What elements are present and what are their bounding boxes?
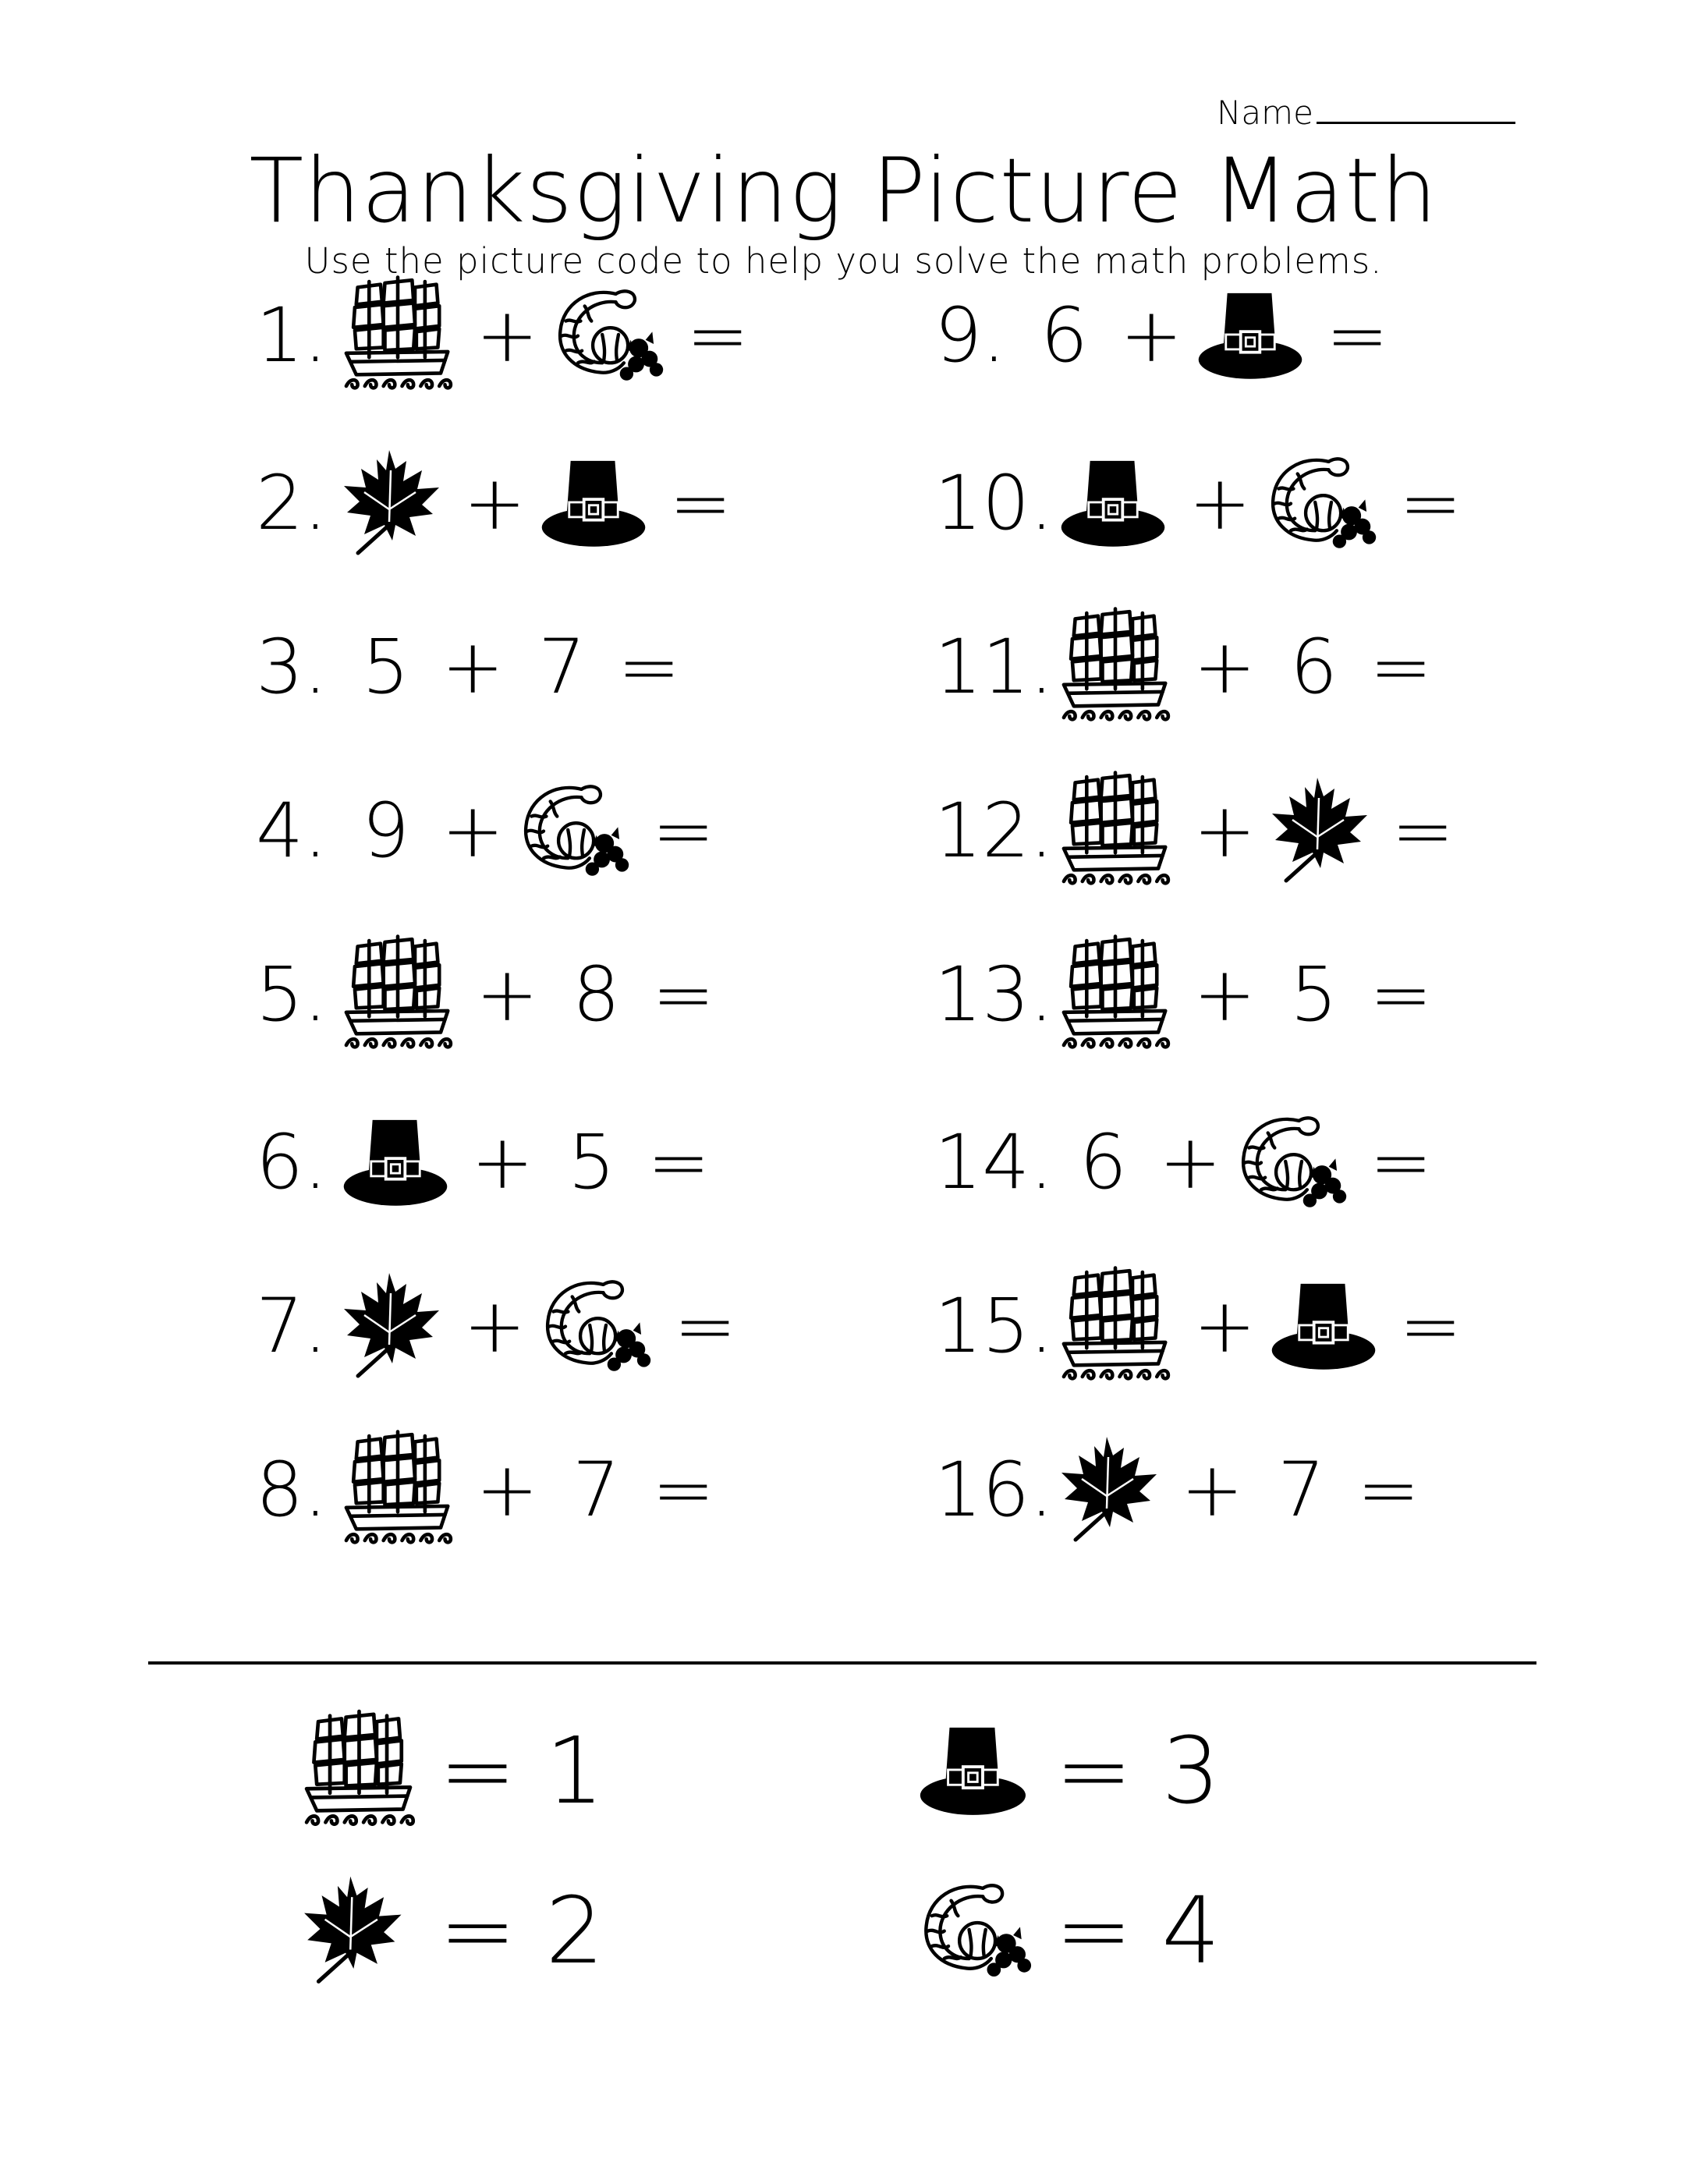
plus-sign: + [476, 951, 539, 1038]
key-value: = 3 [1055, 1717, 1221, 1824]
problem-row [256, 589, 786, 745]
equals-sign: = [1357, 1446, 1420, 1533]
mayflower-ship-icon [1058, 932, 1173, 1057]
problem-row [934, 916, 1465, 1072]
mayflower-ship-icon [1058, 604, 1173, 729]
plus-sign: + [1193, 787, 1256, 874]
key-entry [916, 1852, 1322, 2008]
problem-number: 11. [934, 623, 1054, 711]
problem-number: 7. [256, 1282, 328, 1370]
plus-sign: + [476, 292, 539, 379]
problem-number: 16. [934, 1446, 1054, 1533]
maple-leaf-icon [300, 1874, 406, 1988]
maple-leaf-icon [1268, 775, 1371, 887]
plus-sign: + [1181, 1446, 1244, 1533]
problem-row [934, 753, 1465, 909]
plus-sign: + [1120, 292, 1183, 379]
name-blank-line[interactable] [1317, 92, 1515, 124]
problem-row [934, 425, 1465, 581]
plus-sign: + [463, 459, 526, 547]
plus-sign: + [471, 1119, 534, 1206]
plus-sign: + [441, 623, 505, 711]
problem-number: 9. [934, 292, 1006, 379]
right-operand: 5 [1290, 951, 1338, 1038]
problem-number: 8. [256, 1446, 328, 1533]
equals-sign: = [1326, 292, 1389, 379]
cornucopia-icon [551, 283, 666, 388]
problem-row [934, 1084, 1465, 1240]
right-operand: 8 [572, 951, 621, 1038]
mayflower-ship-icon [1058, 768, 1173, 893]
problem-row [256, 1084, 786, 1240]
divider-line [148, 1661, 1536, 1665]
cornucopia-icon [516, 778, 632, 883]
left-operand: 9 [362, 787, 410, 874]
maple-leaf-icon [340, 447, 443, 559]
plus-sign: + [1193, 951, 1256, 1038]
plus-sign: + [1159, 1119, 1222, 1206]
key-entry [916, 1693, 1322, 1849]
equals-sign: = [1370, 951, 1433, 1038]
problem-row [256, 753, 786, 909]
problem-number: 4. [256, 787, 328, 874]
problem-number: 6. [256, 1119, 328, 1206]
page-title: Thanksgiving Picture Math [249, 139, 1438, 243]
problem-number: 1. [256, 292, 328, 379]
equals-sign: = [652, 1446, 715, 1533]
plus-sign: + [1193, 1282, 1256, 1370]
right-operand: 7 [1278, 1446, 1326, 1533]
equals-sign: = [1391, 787, 1455, 874]
key-value: = 2 [439, 1877, 604, 1984]
problem-row [934, 257, 1465, 413]
problem-row [256, 1248, 786, 1404]
problem-number: 3. [256, 623, 328, 711]
problem-row [256, 257, 786, 413]
cornucopia-icon [538, 1274, 654, 1378]
equals-sign: = [686, 292, 750, 379]
problem-row [934, 1248, 1465, 1404]
right-operand: 7 [572, 1446, 621, 1533]
left-operand: 6 [1079, 1119, 1128, 1206]
pilgrim-hat-icon [538, 453, 649, 553]
pilgrim-hat-icon [916, 1720, 1030, 1821]
problem-row [934, 1412, 1465, 1568]
instructions: Use the picture code to help you solve the math problems. [304, 240, 1383, 282]
pilgrim-hat-icon [1058, 453, 1168, 553]
plus-sign: + [441, 787, 505, 874]
plus-sign: + [463, 1282, 526, 1370]
mayflower-ship-icon [340, 273, 455, 398]
equals-sign: = [1370, 623, 1433, 711]
equals-sign: = [647, 1119, 711, 1206]
right-operand: 6 [1290, 623, 1338, 711]
problem-number: 14. [934, 1119, 1054, 1206]
problem-number: 5. [256, 951, 328, 1038]
pilgrim-hat-icon [340, 1112, 451, 1212]
left-operand: 5 [362, 623, 410, 711]
mayflower-ship-icon [340, 932, 455, 1057]
equals-sign: = [652, 787, 715, 874]
right-operand: 5 [568, 1119, 616, 1206]
problem-row [256, 916, 786, 1072]
equals-sign: = [669, 459, 732, 547]
mayflower-ship-icon [340, 1427, 455, 1552]
problem-number: 13. [934, 951, 1054, 1038]
cornucopia-icon [1234, 1110, 1349, 1214]
equals-sign: = [674, 1282, 737, 1370]
equals-sign: = [652, 951, 715, 1038]
plus-sign: + [1193, 623, 1256, 711]
key-value: = 1 [439, 1717, 604, 1824]
right-operand: 7 [538, 623, 587, 711]
problem-number: 10. [934, 459, 1054, 547]
problem-number: 15. [934, 1282, 1054, 1370]
equals-sign: = [1370, 1119, 1433, 1206]
equals-sign: = [618, 623, 681, 711]
problem-number: 2. [256, 459, 328, 547]
maple-leaf-icon [1058, 1434, 1161, 1546]
name-label: Name [1217, 94, 1313, 132]
key-value: = 4 [1055, 1877, 1221, 1984]
mayflower-ship-icon [1058, 1264, 1173, 1388]
problem-row [934, 589, 1465, 745]
plus-sign: + [476, 1446, 539, 1533]
cornucopia-icon [916, 1877, 1034, 1984]
maple-leaf-icon [340, 1270, 443, 1382]
problem-row [256, 1412, 786, 1568]
pilgrim-hat-icon [1195, 285, 1306, 385]
name-field [1217, 92, 1515, 132]
equals-sign: = [1399, 459, 1462, 547]
problem-row [256, 425, 786, 581]
problem-number: 12. [934, 787, 1054, 874]
cornucopia-icon [1263, 451, 1379, 555]
plus-sign: + [1189, 459, 1252, 547]
key-entry [300, 1693, 706, 1849]
pilgrim-hat-icon [1268, 1276, 1379, 1376]
left-operand: 6 [1040, 292, 1089, 379]
mayflower-ship-icon [300, 1707, 418, 1834]
equals-sign: = [1399, 1282, 1462, 1370]
key-entry [300, 1852, 706, 2008]
